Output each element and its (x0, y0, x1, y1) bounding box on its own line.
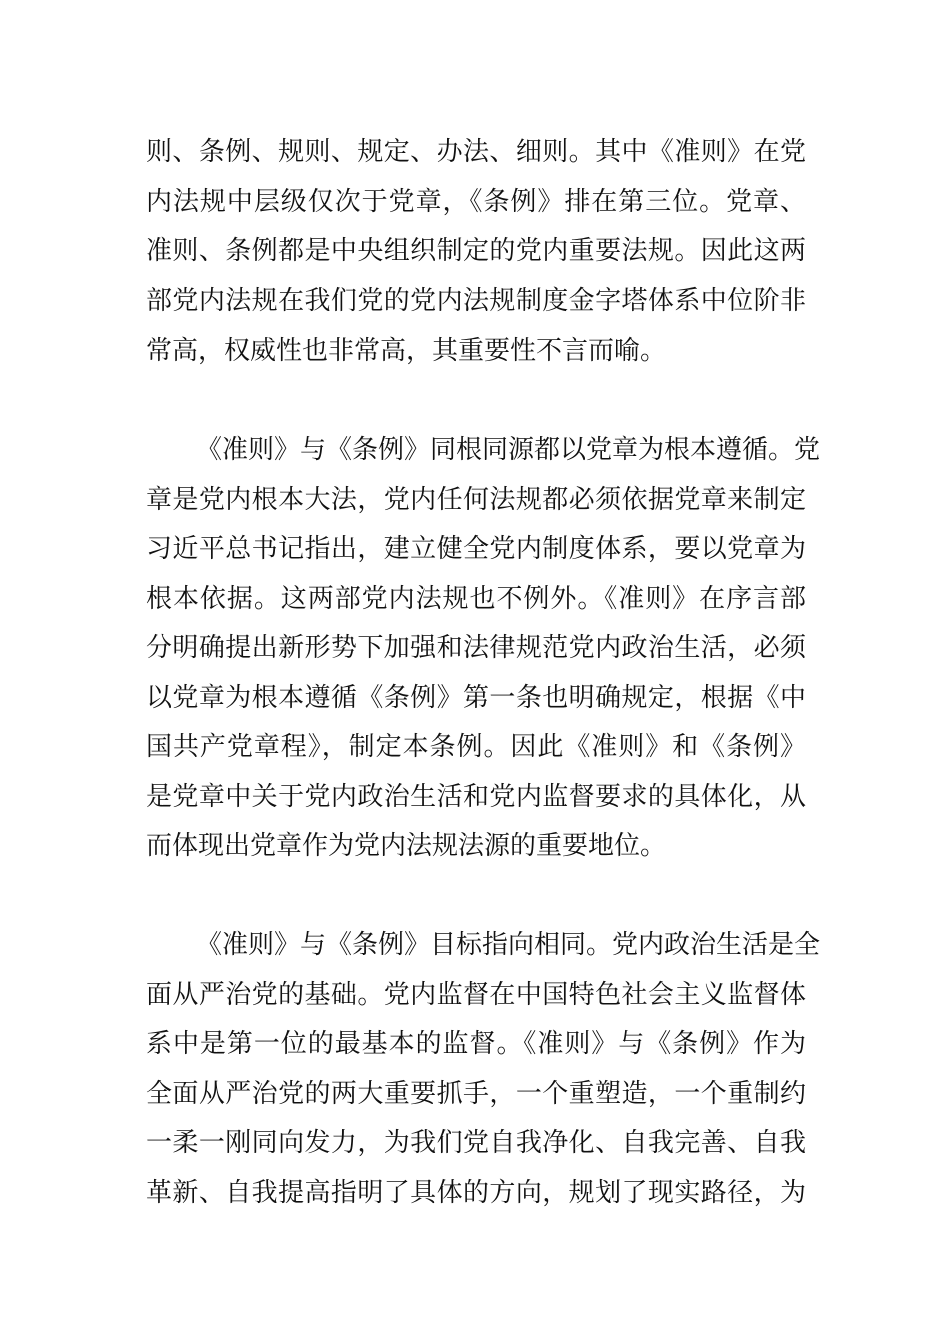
text-line: 准则、条例都是中央组织制定的党内重要法规。因此这两 (146, 236, 806, 266)
text-line: 《准则》与《条例》同根同源都以党章为根本遵循。党 (196, 435, 821, 465)
text-line: 常高，权威性也非常高，其重要性不言而喻。 (146, 336, 667, 366)
text-line: 系中是第一位的最基本的监督。《准则》与《条例》作为 (146, 1029, 806, 1059)
text-line: 以党章为根本遵循《条例》第一条也明确规定，根据《中 (146, 683, 806, 713)
text-line: 全面从严治党的两大重要抓手，一个重塑造，一个重制约 (146, 1079, 806, 1109)
text-line: 是党章中关于党内政治生活和党内监督要求的具体化，从 (146, 782, 806, 812)
text-line: 习近平总书记指出，建立健全党内制度体系，要以党章为 (146, 534, 806, 564)
text-line: 《准则》与《条例》目标指向相同。党内政治生活是全 (196, 930, 821, 960)
text-line: 一柔一刚同向发力，为我们党自我净化、自我完善、自我 (146, 1128, 806, 1158)
text-line: 部党内法规在我们党的党内法规制度金字塔体系中位阶非 (146, 286, 806, 316)
text-line: 根本依据。这两部党内法规也不例外。《准则》在序言部 (146, 584, 806, 614)
text-line: 则、条例、规则、规定、办法、细则。其中《准则》在党 (146, 137, 806, 167)
text-line: 面从严治党的基础。党内监督在中国特色社会主义监督体 (146, 980, 806, 1010)
text-line: 内法规中层级仅次于党章，《条例》排在第三位。党章、 (146, 187, 806, 217)
text-line: 而体现出党章作为党内法规法源的重要地位。 (146, 831, 667, 861)
text-line: 国共产党章程》，制定本条例。因此《准则》和《条例》 (146, 732, 806, 762)
text-line: 革新、自我提高指明了具体的方向，规划了现实路径，为 (146, 1178, 806, 1208)
text-line: 分明确提出新形势下加强和法律规范党内政治生活，必须 (146, 633, 806, 663)
text-line: 章是党内根本大法，党内任何法规都必须依据党章来制定 (146, 485, 806, 515)
